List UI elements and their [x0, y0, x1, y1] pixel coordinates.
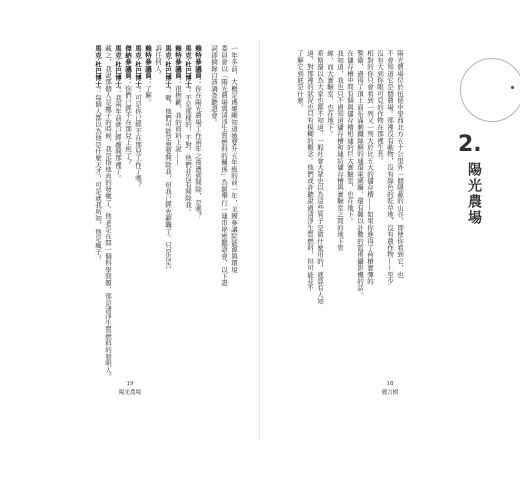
- line-text: 藏之，我說那個人是瘋子的時候，我是指他真的發瘋了。他老是在問一個科學問題，那是清淨生質燃料的發明人。: [104, 45, 112, 380]
- line-text: 委員會以「陽光農場與清淨生質燃料的關係」為題舉行一連串祕密聽證會，以下證: [220, 45, 228, 287]
- text-line: 警衛，過得了頂上面布滿刺鐵絲網的連環電圍籬，還有難以計數的監視攝影機的話。: [356, 50, 364, 298]
- right-page-number: 18: [386, 381, 394, 387]
- line-text: 你在陽光農場工作兩年之後遭到開除，是嗎？: [194, 85, 202, 220]
- text-line: [103, 45, 113, 380]
- text-line: [153, 45, 163, 340]
- text-line: [113, 45, 123, 340]
- speaker-name: 傑納參議員：: [124, 45, 132, 86]
- speaker-name: 馬克‧杜巴博士：: [134, 45, 142, 95]
- right-page: [260, 0, 520, 500]
- text-line: 道，對那裡的狀況也只有模糊的概念。他們或許聽說過清淨生質燃料，但可能並不: [306, 50, 314, 292]
- speaker-name: 馬克‧杜巴博士：: [114, 45, 122, 95]
- text-line: [133, 45, 143, 340]
- speaker-name: 馬克‧杜巴博士：: [94, 45, 102, 95]
- line-text: 我兩年前就已經離開那裡了。: [114, 94, 122, 182]
- line-text: 了解。: [144, 85, 152, 106]
- left-page: [0, 0, 259, 500]
- left-page-number: 19: [126, 381, 134, 387]
- right-page-running-title: 麗言樹: [381, 390, 399, 396]
- speaker-name: 馬克‧杜巴博士：: [164, 45, 172, 95]
- text-line: 不會知道它是個農場。那裡沒有動物，沒有綠色的乾草地，沒有農作物——至少: [386, 50, 394, 285]
- line-text: 喔，他們可能是想要開除我，但我已經先辭職了。只是沒告: [164, 94, 172, 269]
- chapter-heading: [450, 58, 515, 228]
- text-line: [143, 45, 153, 340]
- line-text: 一年多前，大概是瑪姬剛知道她要升五年級的前一年，美國參議院能源與環境: [230, 45, 238, 273]
- right-page-footer: [370, 380, 410, 398]
- speaker-name: 賴特參議員：: [194, 45, 202, 86]
- line-text: 可是你已經不在那兒工作了嗎？: [134, 94, 142, 188]
- text-line: [183, 45, 193, 340]
- right-page-text: [295, 50, 405, 350]
- text-line: 在儲存槽中間有個與儲存槽相連的巨大實驗室，也在地下。: [346, 50, 354, 225]
- speaker-name: 賴特參議員：: [144, 45, 152, 86]
- chapter-disc-icon: [460, 58, 520, 122]
- text-line: 希斯還以為大家也都不知道，一般社會大眾也以為這些管子是做什麼用的，就算有人知: [316, 50, 324, 305]
- text-line: 沒有大到你眼可見的作物在那裡生長。: [376, 50, 384, 164]
- text-line: [123, 45, 133, 340]
- text-line: 線，而大實驗室，也在地下。: [326, 50, 334, 138]
- text-line: 我知道，我也只不過知道儲存槽和連結儲存槽與實驗室之間的地下管: [336, 50, 344, 251]
- left-page-running-title: 陽光農場: [118, 390, 141, 396]
- left-page-footer: [110, 380, 150, 398]
- text-line: [93, 45, 103, 340]
- speaker-name: 馬克‧杜巴博士：: [184, 45, 192, 95]
- line-text: 每個人都以為他是什麼天才，可是就我所知，他是瘋子！: [94, 94, 102, 262]
- line-text: 詞即摘錄自該調查聽證會。: [210, 45, 218, 126]
- text-line: 了解它到底是什麼。: [296, 50, 304, 111]
- text-line: [229, 45, 239, 340]
- line-text: 不是那樣的，不對。他們並沒有開除我。: [184, 94, 192, 215]
- text-line: [219, 45, 229, 340]
- left-page-text: [93, 45, 239, 380]
- text-line: 相對的你只會看到一列又一列大於比五大的儲存槽——如果你進得了荷槍實彈的: [366, 50, 374, 285]
- speaker-name: 賴特參議員：: [174, 45, 182, 86]
- line-text: 訴任何人。: [154, 45, 162, 79]
- chapter-title: 陽光農場: [466, 162, 482, 226]
- text-line: [163, 45, 173, 340]
- text-line: [173, 45, 183, 340]
- line-text: 你們已經不在那兒上班了？: [124, 85, 132, 166]
- disc-dot-icon: [511, 86, 514, 89]
- text-line: [193, 45, 203, 340]
- chapter-number: 2.: [458, 132, 482, 157]
- text-line: [209, 45, 219, 340]
- text-line: 陽光農場位於伍德中學西北方五十公里外一個隱蔽的山谷，即使你看到它，也: [396, 50, 404, 278]
- line-text: 很抱歉，我的資料上說——: [174, 85, 182, 166]
